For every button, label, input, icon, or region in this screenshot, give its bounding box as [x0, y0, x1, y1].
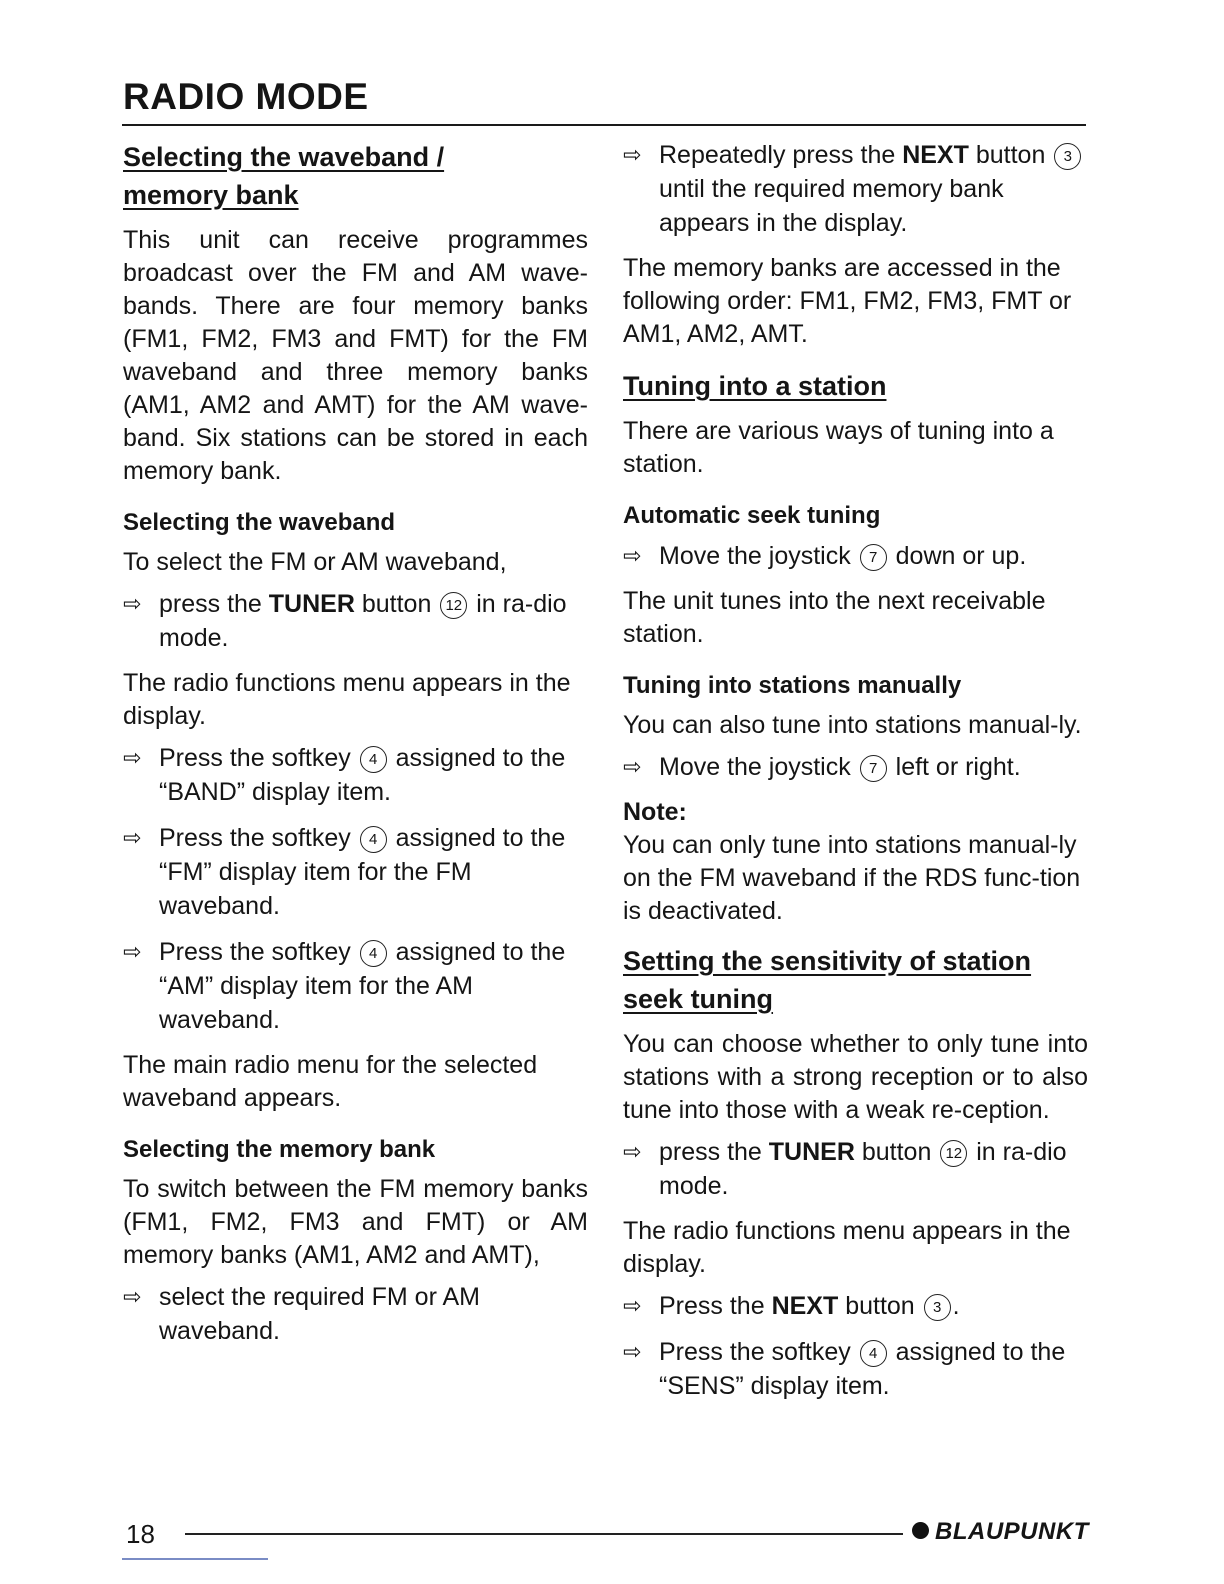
circled-number-icon: 7 — [860, 544, 887, 571]
page-number-underline — [122, 1558, 268, 1560]
step-text: . — [952, 1292, 960, 1320]
footer-divider — [185, 1533, 903, 1535]
step-text: assigned to the “AM” display item for the AM waveband. — [159, 938, 566, 1034]
hollow-arrow-icon: ⇨ — [123, 591, 142, 616]
step-press-tuner — [123, 587, 588, 655]
step-text: in ra-dio mode. — [659, 1138, 1067, 1200]
step-band-softkey — [123, 741, 588, 809]
subheading-manual-tuning: Tuning into stations manually — [623, 672, 962, 699]
circled-number-icon: 3 — [924, 1294, 951, 1321]
step-select-waveband — [123, 1280, 588, 1348]
step-bold-text: NEXT — [902, 141, 969, 169]
step-sens-softkey — [623, 1335, 1088, 1403]
step-text: press the — [659, 1138, 769, 1166]
step-joystick-left-right — [623, 750, 1088, 784]
section-heading-tuning: Tuning into a station — [623, 371, 887, 401]
menu-appears-text: The radio functions menu appears in the display. — [623, 1217, 1071, 1278]
step-text: Move the joystick — [659, 753, 858, 781]
step-text: Move the joystick — [659, 542, 858, 570]
step-text: assigned to the “FM” display item for the FM waveband. — [159, 824, 566, 920]
circled-number-icon: 12 — [440, 592, 467, 619]
step-text: Press the softkey — [659, 1338, 858, 1366]
heading-line-2: seek tuning — [623, 984, 774, 1014]
manual-tuning-text: You can also tune into stations manual-ly. — [623, 711, 1082, 739]
bank-order-text: The memory banks are accessed in the following order: FM1, FM2, FM3, FMT or AM1, AM2, AMT. — [623, 254, 1072, 348]
step-text: Press the softkey — [159, 744, 358, 772]
main-menu-text: The main radio menu for the selected waveband appears. — [123, 1051, 538, 1112]
subheading-select-waveband: Selecting the waveband — [123, 509, 396, 536]
hollow-arrow-icon: ⇨ — [123, 745, 142, 770]
subheading-select-memory-bank: Selecting the memory bank — [123, 1136, 436, 1163]
section-heading-sensitivity — [623, 942, 1088, 1018]
select-waveband-text: To select the FM or AM waveband, — [123, 548, 507, 576]
step-fm-softkey — [123, 821, 588, 923]
step-press-tuner-sens — [623, 1135, 1088, 1203]
step-bold-text: TUNER — [268, 590, 355, 618]
step-joystick-down-up — [623, 539, 1088, 573]
menu-appears-text: The radio functions menu appears in the display. — [123, 669, 571, 730]
right-column — [623, 138, 1088, 1415]
step-text: down or up. — [888, 542, 1027, 570]
hollow-arrow-icon: ⇨ — [123, 939, 142, 964]
step-bold-text: TUNER — [768, 1138, 855, 1166]
step-text: button — [854, 1138, 939, 1166]
tuning-ways-text: There are various ways of tuning into a station. — [623, 417, 1054, 478]
circled-number-icon: 4 — [860, 1340, 887, 1367]
hollow-arrow-icon: ⇨ — [623, 1339, 642, 1364]
title-divider — [122, 124, 1086, 126]
step-text: select the required FM or AM waveband. — [159, 1283, 480, 1345]
intro-paragraph: This unit can receive programmes broadcast over the FM and AM wave-bands. There are four memory banks (FM1, FM2, FM3 and FMT) for the FM waveband and three memory banks (AM1, AM2 and AMT) for the AM wave-band. Six stations can be stored in each memory bank. — [123, 226, 588, 485]
hollow-arrow-icon: ⇨ — [123, 1284, 142, 1309]
hollow-arrow-icon: ⇨ — [623, 1139, 642, 1164]
next-station-text: The unit tunes into the next receivable station. — [623, 587, 1046, 648]
circled-number-icon: 4 — [360, 826, 387, 853]
page-number: 18 — [126, 1519, 155, 1549]
note-label: Note: — [623, 798, 687, 826]
hollow-arrow-icon: ⇨ — [623, 1293, 642, 1318]
step-bold-text: NEXT — [771, 1292, 839, 1320]
brand-name: BLAUPUNKT — [935, 1518, 1089, 1545]
subheading-auto-seek: Automatic seek tuning — [623, 502, 881, 529]
section-heading-waveband — [123, 138, 588, 214]
circled-number-icon: 4 — [360, 746, 387, 773]
step-text: assigned to the “SENS” display item. — [659, 1338, 1066, 1400]
hollow-arrow-icon: ⇨ — [623, 142, 642, 167]
circled-number-icon: 3 — [1054, 143, 1081, 170]
brand-dot-icon — [912, 1522, 929, 1539]
step-text: press the — [159, 590, 269, 618]
step-text: button — [354, 590, 439, 618]
step-text: Press the softkey — [159, 938, 358, 966]
step-text: button — [838, 1292, 922, 1320]
step-press-next-repeatedly — [623, 138, 1088, 240]
heading-line-1: Selecting the waveband / — [123, 142, 445, 172]
heading-line-1: Setting the sensitivity of station — [623, 946, 1032, 976]
heading-line-2: memory bank — [123, 180, 299, 210]
step-text: assigned to the “BAND” display item. — [159, 744, 566, 806]
step-text: Press the — [659, 1292, 772, 1320]
hollow-arrow-icon: ⇨ — [623, 543, 642, 568]
step-press-next — [623, 1289, 1088, 1323]
step-am-softkey — [123, 935, 588, 1037]
step-text: in ra-dio mode. — [159, 590, 567, 652]
step-text: until the required memory bank appears in the display. — [659, 175, 1004, 237]
step-text: left or right. — [888, 753, 1021, 781]
circled-number-icon: 12 — [940, 1140, 967, 1167]
left-column — [123, 138, 588, 1360]
step-text: Press the softkey — [159, 824, 358, 852]
circled-number-icon: 7 — [860, 755, 887, 782]
step-text: Repeatedly press the — [659, 141, 903, 169]
hollow-arrow-icon: ⇨ — [623, 754, 642, 779]
circled-number-icon: 4 — [360, 940, 387, 967]
brand-logo — [912, 1518, 1089, 1546]
step-text: button — [968, 141, 1053, 169]
note-text: You can only tune into stations manual-ly on the FM waveband if the RDS func-tion is deactivated. — [623, 831, 1081, 925]
sensitivity-text: You can choose whether to only tune into stations with a strong reception or to also tune into those with a weak re-ception. — [623, 1030, 1088, 1124]
switch-banks-text: To switch between the FM memory banks (FM1, FM2, FM3 and FMT) or AM memory banks (AM1, AM2 and AMT), — [123, 1175, 588, 1269]
page-title: RADIO MODE — [123, 76, 369, 117]
hollow-arrow-icon: ⇨ — [123, 825, 142, 850]
